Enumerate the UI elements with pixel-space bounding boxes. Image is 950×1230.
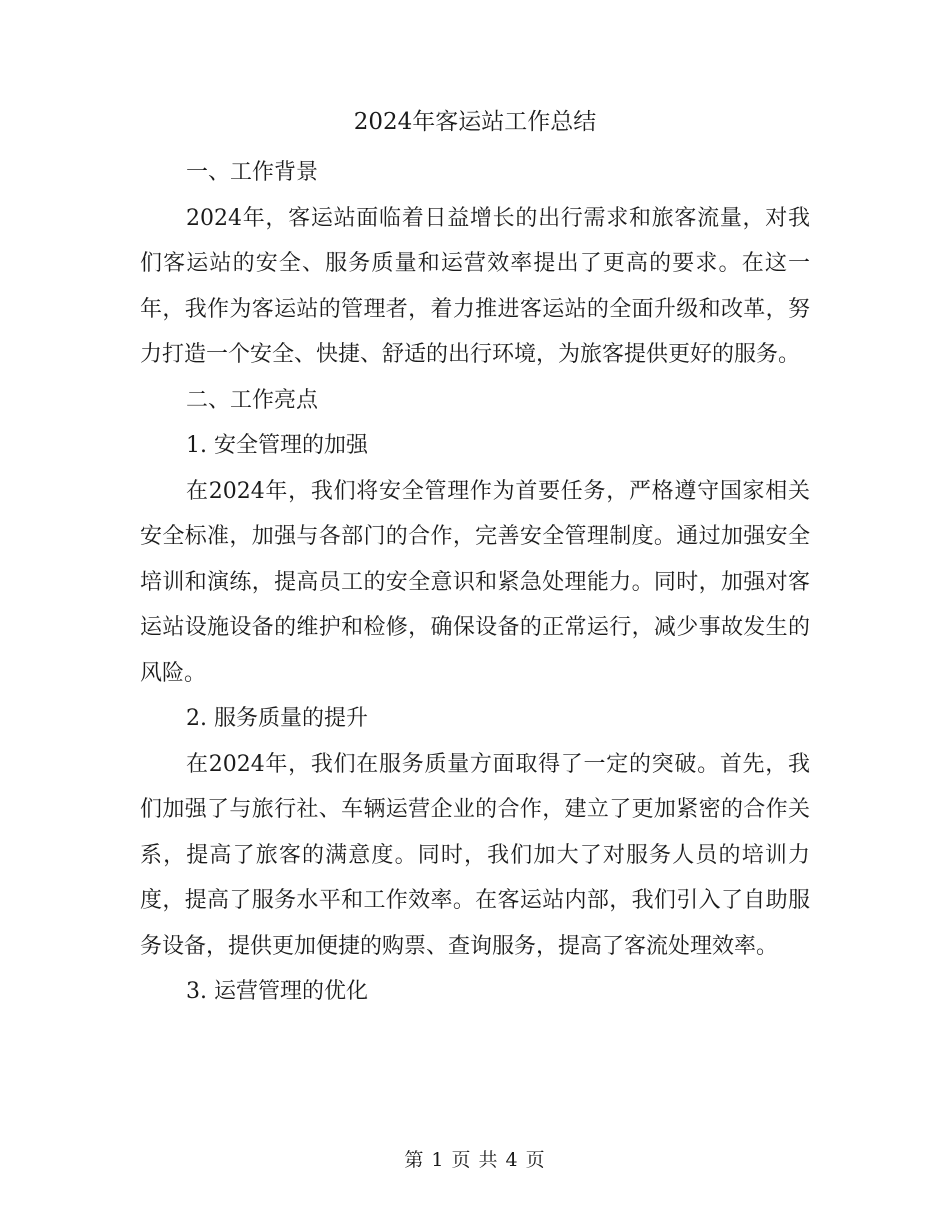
page-number-label: 第 1 页 共 4 页: [404, 1149, 546, 1171]
section-heading-highlights: 二、工作亮点: [186, 387, 319, 413]
paragraph-service: 在2024年，我们在服务质量方面取得了一定的突破。首先，我们加强了与旅行社、车辆运营企业的合作，建立了更加紧密的合作关系，提高了旅客的满意度。同时，我们加大了对服务人员的培训力度，提高了服务水平和工作效率。在客运站内部，我们引入了自助服务设备，提供更加便捷的购票、查询服务，提高了客流处理效率。: [140, 751, 810, 959]
document-title: 2024年客运站工作总结: [353, 109, 597, 135]
subsection-heading-operations: 3. 运营管理的优化: [186, 979, 368, 1004]
subsection-heading-safety: 1. 安全管理的加强: [186, 433, 368, 458]
page-footer: [0, 1147, 950, 1173]
paragraph-background: 2024年，客运站面临着日益增长的出行需求和旅客流量，对我们客运站的安全、服务质量和运营效率提出了更高的要求。在这一年，我作为客运站的管理者，着力推进客运站的全面升级和改革，努力打造一个安全、快捷、舒适的出行环境，为旅客提供更好的服务。: [140, 205, 810, 367]
subsection-heading-service: 2. 服务质量的提升: [186, 706, 368, 731]
document-body: [140, 150, 810, 1015]
paragraph-safety: 在2024年，我们将安全管理作为首要任务，严格遵守国家相关安全标准，加强与各部门的合作，完善安全管理制度。通过加强安全培训和演练，提高员工的安全意识和紧急处理能力。同时，加强对客运站设施设备的维护和检修，确保设备的正常运行，减少事故发生的风险。: [140, 478, 810, 686]
section-heading-background: 一、工作背景: [186, 160, 319, 185]
